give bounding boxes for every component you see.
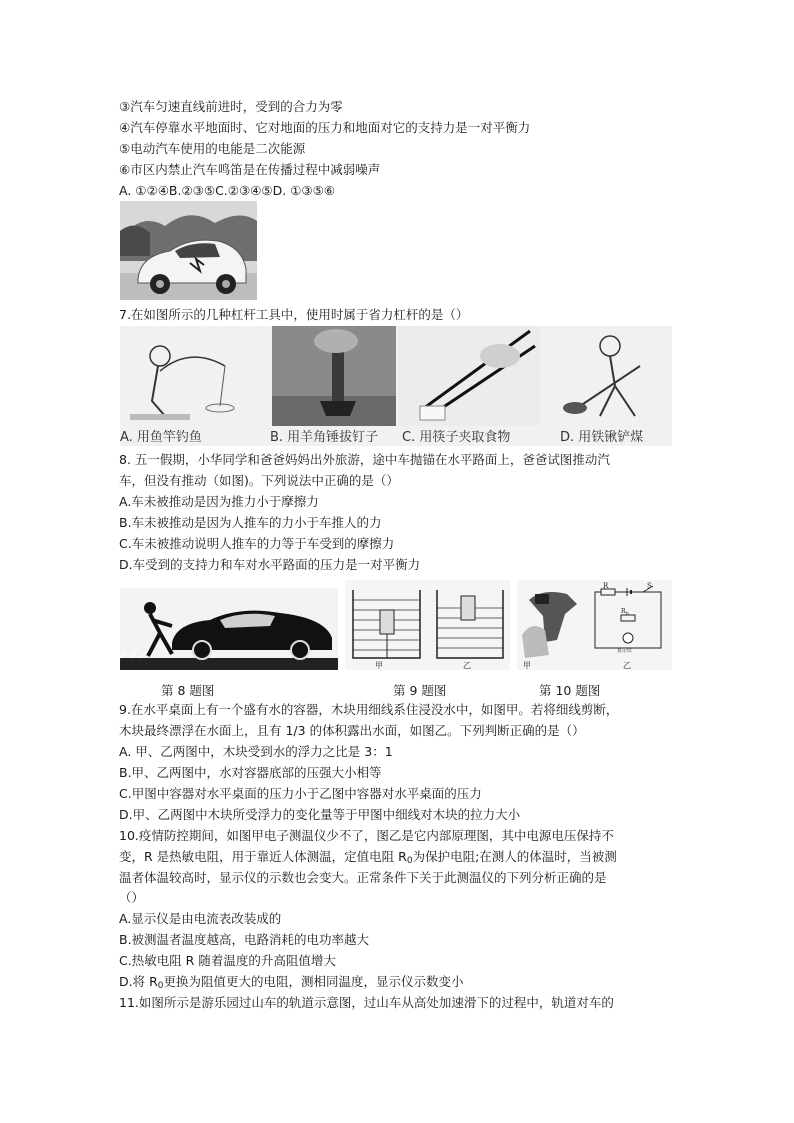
q10-stem-2b: 为保护电阻;在测人的体温时，当被测 — [412, 849, 617, 864]
fig10-r: R — [603, 582, 609, 590]
fig10-r0: R — [621, 608, 626, 615]
q10-stem-2-sub: 0 — [406, 856, 413, 866]
q7-caption-b: B. 用羊角锤拔钉子 — [270, 430, 379, 445]
q8-stem-2: 车，但没有推动（如图)。下列说法中正确的是（） — [119, 473, 399, 488]
q7-caption-a: A. 用鱼竿钓鱼 — [120, 430, 202, 445]
fig10-jia: 甲 — [523, 661, 531, 670]
fig9-jia: 甲 — [375, 661, 383, 670]
statement-5: ⑤电动汽车使用的电能是二次能源 — [119, 141, 306, 156]
fig8-caption: 第 8 题图 — [161, 683, 215, 698]
q9-option-b: B.甲、乙两图中，水对容器底部的压强大小相等 — [119, 765, 382, 780]
fig10-s: S — [647, 582, 652, 590]
electric-car-photo — [120, 201, 257, 300]
q9-option-d: D.甲、乙两图中木块所受浮力的变化量等于甲图中细线对木块的拉力大小 — [119, 807, 521, 822]
q6-options: A. ①②④B.②③⑤C.②③④⑤D. ①③⑤⑥ — [119, 183, 335, 198]
q9-option-a: A. 甲、乙两图中，木块受到水的浮力之比是 3：1 — [119, 744, 393, 759]
q8-option-b: B.车未被推动是因为人推车的力小于车推人的力 — [119, 515, 382, 530]
q8-option-d: D.车受到的支持力和车对水平路面的压力是一对平衡力 — [119, 557, 421, 572]
fig10-yi: 乙 — [623, 661, 631, 670]
q10-option-d-a: D.将 R — [119, 974, 158, 989]
q10-option-b: B.被测温者温度越高，电路消耗的电功率越大 — [119, 932, 370, 947]
q9-stem-1: 9.在水平桌面上有一个盛有水的容器，木块用细线系住浸没水中，如图甲。若将细线剪断， — [119, 702, 619, 717]
q10-stem-1: 10.疫情防控期间，如图甲电子测温仪少不了，图乙是它内部原理图，其中电源电压保持不 — [119, 828, 614, 843]
fig9-caption: 第 9 题图 — [393, 683, 447, 698]
q10-option-d-b: 更换为阻值更大的电阻，测相同温度，显示仪示数变小 — [163, 974, 464, 989]
q10-option-c: C.热敏电阻 R 随着温度的升高阻值增大 — [119, 953, 336, 968]
q10-option-d-sub: 0 — [157, 981, 164, 991]
q10-stem-3: 温者体温较高时，显示仪的示数也会变大。正常条件下关于此测温仪的下列分析正确的是 — [119, 870, 607, 885]
q10-stem-2a: 变，R 是热敏电阻，用于靠近人体测温，定值电阻 R — [119, 849, 407, 864]
q8-option-a: A.车未被推动是因为推力小于摩擦力 — [119, 494, 319, 509]
q7-figure — [120, 326, 672, 446]
q10-option-a: A.显示仪是由电流表改装成的 — [119, 911, 282, 926]
fig10-display: 显示仪 — [617, 648, 633, 654]
statement-3: ③汽车匀速直线前进时，受到的合力为零 — [119, 99, 343, 114]
q8-option-c: C.车未被推动说明人推车的力等于车受到的摩擦力 — [119, 536, 395, 551]
q8-stem-1: 8. 五一假期，小华同学和爸爸妈妈出外旅游，途中车抛锚在水平路面上，爸爸试图推动汽 — [119, 452, 610, 467]
q10-stem-4: （） — [119, 890, 145, 905]
q9-stem-2: 木块最终漂浮在水面上，且有 1/3 的体积露出水面，如图乙。下列判断正确的是（） — [119, 723, 585, 738]
q7-caption-c: C. 用筷子夹取食物 — [402, 430, 511, 445]
fig10-caption: 第 10 题图 — [539, 683, 601, 698]
statement-6: ⑥市区内禁止汽车鸣笛是在传播过程中减弱噪声 — [119, 162, 381, 177]
fig10-thermometer-circuit — [517, 580, 672, 670]
q7-caption-d: D. 用铁锹铲煤 — [560, 430, 644, 445]
statement-4: ④汽车停靠水平地面时、它对地面的压力和地面对它的支持力是一对平衡力 — [119, 120, 531, 135]
fig9-buoyancy — [345, 580, 510, 670]
fig9-yi: 乙 — [463, 661, 471, 670]
q9-option-c: C.甲图中容器对水平桌面的压力小于乙图中容器对水平桌面的压力 — [119, 786, 482, 801]
fig8-car-push — [120, 588, 338, 670]
q7-stem: 7.在如图所示的几种杠杆工具中，使用时属于省力杠杆的是（） — [119, 307, 469, 322]
fig10-r0-sub: 0 — [625, 611, 629, 617]
q11-stem-1: 11.如图所示是游乐园过山车的轨道示意图，过山车从高处加速滑下的过程中，轨道对车的 — [119, 995, 614, 1010]
